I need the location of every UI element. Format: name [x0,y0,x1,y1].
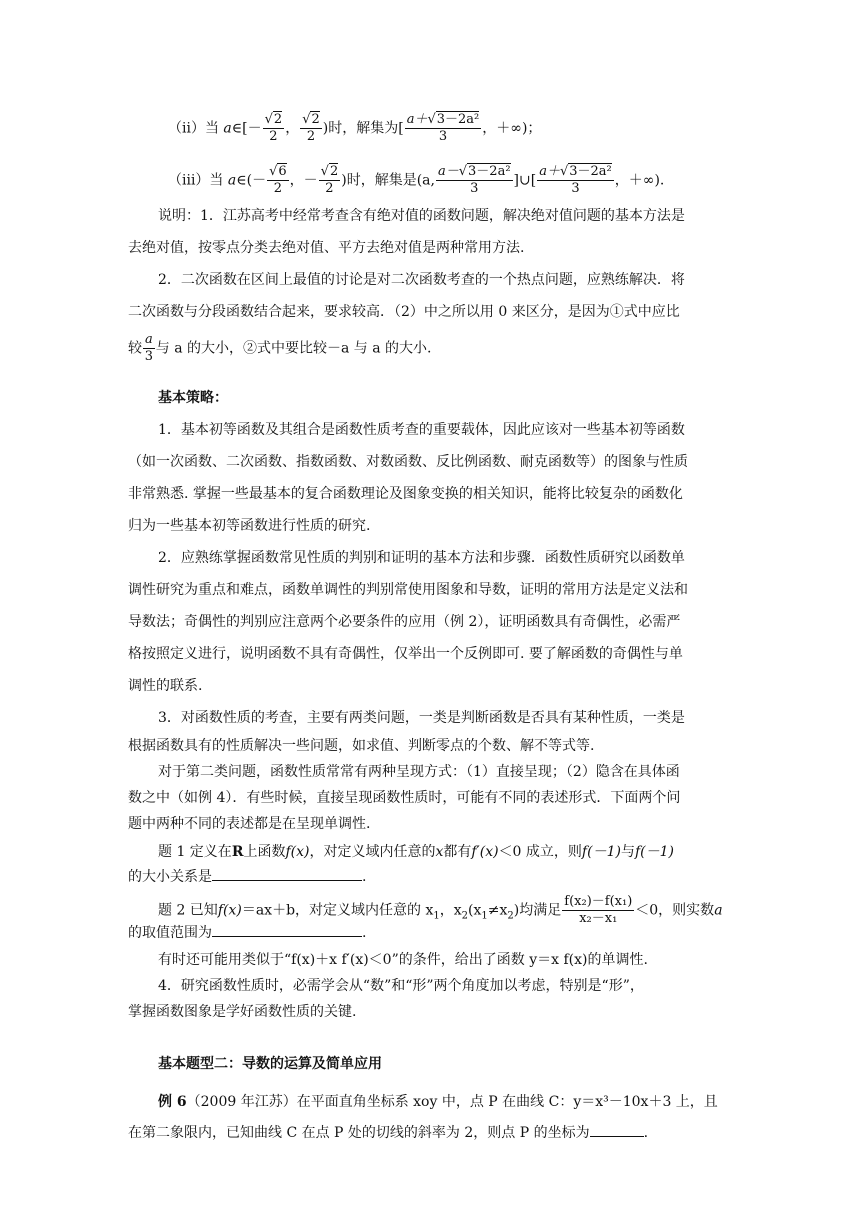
text: . [362,869,367,885]
text: ∈[－ [231,120,262,137]
fraction: $\frac{√2}{2}$ [302,112,320,144]
var-a: a [227,172,237,189]
math: f(x) [217,902,242,919]
text: 题 2 已知 [158,902,218,919]
text: )均满足 [513,902,562,919]
text: )时，解集为[ [322,120,404,137]
case-iii-line [168,164,664,197]
strategy-heading: 基本策略： [158,390,228,406]
answer-blank[interactable] [212,866,362,881]
text: 都有 [443,844,472,860]
var-a: a [223,120,232,137]
text: ∈(－ [236,172,267,189]
answer-blank[interactable] [212,922,362,937]
math: x [435,844,444,860]
denominator: 3 [438,129,448,144]
note-line-5 [128,332,432,365]
fraction: $\frac{\text{a－√3－2a²}}{3}$ [437,164,511,196]
text: ，＋∞)； [482,120,542,137]
text: ，x [439,902,462,919]
note-line-1: 说明：1．江苏高考中经常考查含有绝对值的函数问题，解决绝对值问题的基本方法是 [158,208,685,224]
strategy-p3-line: 数之中（如例 4）．有些时候，直接呈现函数性质时，可能有不同的表述形式．下面两个问 [128,790,681,806]
question-1-line-1 [158,842,674,862]
fraction: $\frac{√6}{2}$ [269,164,287,196]
strategy-p3-line: 题中两种不同的表述都是在呈现单调性. [128,816,371,832]
text: 在第二象限内，已知曲线 C 在点 P 处的切线的斜率为 2，则点 P 的坐标为 [128,1125,590,1141]
question-2-line-1: 题 2 已知f(x)＝ax＋b，对定义域内任意的 $x_1$，$x_2(x_1\ne x_2)$均满足 $\frac{\text{f(x₂)－f(x₁)}}{\text{x₂－x₁}}$ ＜0，则实数a [158,894,723,926]
fraction: $\frac{√2}{2}$ [264,112,283,144]
radicand: 3－2a² [468,164,511,179]
example-6-line-1 [158,1092,718,1112]
numerator: a＋ [539,164,560,179]
radicand: 2 [273,112,283,127]
section-heading: 基本题型二：导数的运算及简单应用 [158,1056,382,1072]
denominator: 2 [269,129,278,144]
text: )时，解集是(a, [341,172,435,189]
numerator: a＋ [406,112,428,127]
strategy-p1-line: 非常熟悉. 掌握一些最基本的复合函数理论及图象变换的相关知识，能将比较复杂的函数化 [128,486,683,502]
text: 与 [620,844,635,860]
sometimes-line: 有时还可能用类似于“f(x)＋x f′(x)＜0”的条件，给出了函数 y＝x f(x)的单调性. [158,952,648,968]
numerator: a－ [437,164,459,179]
math: f(－1) [634,844,674,860]
denominator: 3 [144,349,154,364]
text: （2009 年江苏）在平面直角坐标系 xoy 中，点 P 在曲线 C：y＝x³－10x＋3 上，且 [186,1094,718,1110]
fraction: $\frac{√2}{2}$ [320,164,339,196]
strategy-p2-line: 调性的联系. [128,678,203,694]
text: 的大小关系是 [128,869,212,885]
math: f(－1) [581,844,621,860]
strategy-p4-line: 4．研究函数性质时，必需学会从“数”和“形”两个角度加以考虑，特别是“形”， [158,978,644,994]
text: ，－ [289,172,318,189]
text: ＝ax＋b，对定义域内任意的 x [241,902,434,919]
strategy-p2-line: 调性研究为重点和难点，函数单调性的判别常使用图象和导数，证明的常用方法是定义法和 [128,582,688,598]
strategy-p1-line: 归为一些基本初等函数进行性质的研究. [128,518,371,534]
text: 题 1 定义在 [158,844,232,860]
numerator: a [145,332,153,347]
example-6-line-2 [128,1122,648,1143]
strategy-p3-line: 根据函数具有的性质解决一些问题，如求值、判断零点的个数、解不等式等. [128,738,595,754]
text: (x [468,902,482,919]
note-line-4: 二次函数与分段函数结合起来，要求较高．（2）中之所以用 0 来区分，是因为①式中应比 [128,304,680,320]
text: ]∪[ [513,172,537,189]
strategy-p2-line: 2．应熟练掌握函数常见性质的判别和证明的基本方法和步骤．函数性质研究以函数单 [158,550,685,566]
text: 的取值范围为 [128,925,212,941]
radicand: 2 [311,112,320,127]
math: f(x) [285,844,310,860]
example-label: 例 6 [158,1094,187,1110]
denominator: 3 [571,181,580,196]
answer-blank[interactable] [590,1122,644,1137]
strategy-p1-line: 1．基本初等函数及其组合是函数性质考查的重要载体，因此应该对一些基本初等函数 [158,422,685,438]
radicand: 3－2a² [436,112,480,127]
numerator: f(x₂)－f(x₁) [564,894,633,909]
case-ii-label: （ⅱ）当 [168,120,219,137]
fraction [562,894,634,927]
text: 上函数 [243,844,286,860]
math: f′(x) [471,844,499,860]
note-line-3: 2．二次函数在区间上最值的讨论是对二次函数考查的一个热点问题，应熟练解决．将 [158,272,685,288]
fraction: $\frac{\text{a＋√3－2a²}}{3}$ [539,164,612,196]
radicand: 3－2a² [569,164,612,179]
strategy-p1-line: （如一次函数、二次函数、指数函数、对数函数、反比例函数、耐克函数等）的图象与性质 [128,454,688,470]
fraction [143,332,155,365]
strategy-p2-line: 导数法；奇偶性的判别应注意两个必要条件的应用（例 2），证明函数具有奇偶性，必需严 [128,614,681,630]
text: . [362,925,367,941]
denominator: 2 [273,181,282,196]
text: 与 a 的大小，②式中要比较－a 与 a 的大小. [155,340,432,357]
text: ， [285,120,300,137]
denominator: 2 [325,181,334,196]
note-line-2: 去绝对值，按零点分类去绝对值、平方去绝对值是两种常用方法. [128,240,525,256]
strategy-p3-line: 对于第二类问题，函数性质常常有两种呈现方式：（1）直接呈现；（2）隐含在具体函 [158,764,680,780]
strategy-p4-line: 掌握函数图象是学好函数性质的关键. [128,1004,357,1020]
text: ≠x [487,902,508,919]
text: 较 [128,340,142,357]
case-iii-label: （ⅲ）当 [168,172,224,189]
text: . [643,1125,649,1141]
question-2-line-2 [128,922,366,943]
text: ，对定义域内任意的 [309,844,436,860]
radicand: 6 [278,164,287,179]
question-1-line-2 [128,866,366,887]
strategy-p3-line: 3．对函数性质的考查，主要有两类问题，一类是判断函数是否具有某种性质，一类是 [158,710,685,726]
strategy-p2-line: 格按照定义进行，说明函数不具有奇偶性，仅举出一个反例即可. 要了解函数的奇偶性与单 [128,646,683,662]
denominator: x₂－x₁ [579,911,618,926]
set-r: R [231,844,244,860]
radicand: 2 [329,164,339,179]
var-a: a [714,902,723,919]
text: ，＋∞). [614,172,665,189]
fraction: $\frac{\text{a＋√3－2a²}}{3}$ [406,112,480,144]
case-ii-line [168,112,541,145]
text: ＜0 成立，则 [498,844,582,860]
denominator: 2 [306,129,316,144]
text: ＜0，则实数 [635,902,715,919]
denominator: 3 [470,181,479,196]
